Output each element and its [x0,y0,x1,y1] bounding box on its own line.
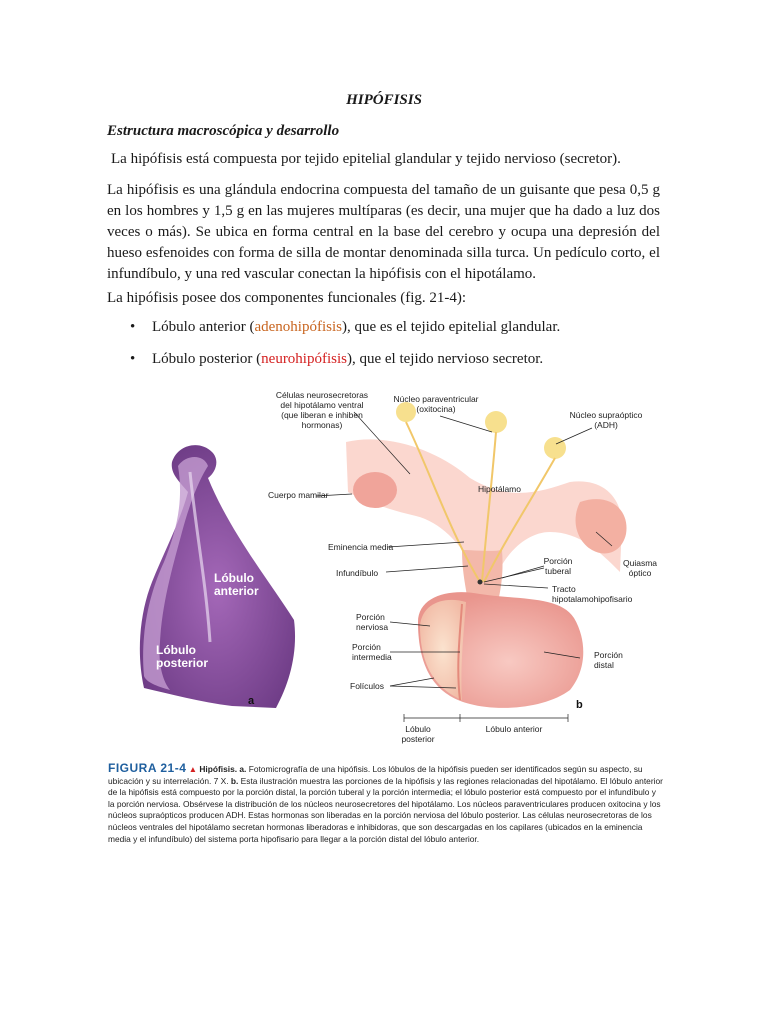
label-lobulo-anterior: Lóbulo anterior [485,724,543,734]
label-eminencia-media: Eminencia media [328,542,394,552]
caption-figure-number: FIGURA 21-4 [108,761,187,775]
bullet-text: Lóbulo posterior (neurohipófisis), que el tejido nervioso secretor. [152,351,544,367]
panel-b-letter: b [576,699,583,711]
label-celulas-neurosecretoras: Células neurosecretoras del hipotálamo ventral (que liberan e inhiben hormonas) [275,390,369,430]
term-neurohipofisis: neurohipófisis [261,351,347,367]
panel-b-illustration [268,390,657,744]
panel-a-micrograph [132,438,298,716]
caption-text-a: Fotomicrografía de una hipófisis. Los lóbulos de la hipófisis pueden ser identificados según su aspecto, su ubicación y su interrelación. 7 X. [108,764,643,786]
label-nucleo-paraventricular: Núcleo paraventricular (oxitocina) [393,394,479,414]
label-infundibulo: Infundíbulo [336,568,379,578]
figure-caption [108,763,664,845]
panel-a-letter: a [248,695,255,707]
cuerpo-mamilar-shape [353,472,397,508]
panel-a-lobulo-posterior: Lóbulo posterior [156,643,209,670]
page-title: HIPÓFISIS [346,92,422,108]
caption-triangle-icon: ▲ [188,764,198,774]
label-nucleo-supraoptico: Núcleo supraóptico (ADH) [569,410,643,430]
label-cuerpo-mamilar: Cuerpo mamilar [268,490,329,500]
label-foliculos: Folículos [350,681,385,691]
label-porcion-distal: Porción distal [594,650,623,670]
caption-text-b: Esta ilustración muestra las porciones de la hipófisis y las regiones relacionadas del hipotálamo. El lóbulo anterior de la hipófisis está compuesto por la porción distal, la porción tuberal y la porción intermedia; el lóbulo posterior está compuesto por el infundíbulo y la porción nerviosa. Obsérvese la distribución de los núcleos neurosecretores del hipotálamo. Los núcleos paraventriculares producen oxitocina y los núcleos supraópticos producen ADH. Estas hormonas son liberadas en la porción nerviosa del lóbulo posterior. Las células neurosecretoras de los núcleos ventrales del hipotálamo secretan hormonas liberadoras e inhibidoras, que son descargadas en los capilares (ubicados en la eminencia media y el infundíbulo) del sistema porta hipofisario para llegar a la porción distal del lóbulo anterior. [108,775,663,844]
label-quiasma-optico: Quiasma óptico [622,558,658,578]
label-porcion-tuberal: Porción tuberal [543,556,573,576]
caption-bold-b: b. [230,775,239,786]
label-hipotalamo: Hipotálamo [478,484,521,494]
bullet-dot: • [130,319,136,335]
term-adenohipofisis: adenohipófisis [254,319,342,335]
label-lobulo-posterior: Lóbulo posterior [401,724,435,744]
label-tracto-hipotalamohipofisario: Tracto hipotalamohipofisario [552,584,633,604]
bullet-dot: • [130,351,136,367]
paragraph-2: La hipófisis es una glándula endocrina compuesta del tamaño de un guisante que pesa 0,5 g en los hombres y 1,5 g en las mujeres multíparas (es decir, una mujer que ha dado a luz dos veces o más). Se ubica en forma central en la base del cerebro y ocupa una depresión del hueso esfenoides con forma de silla de montar denominada silla turca. Un pedículo corto, el infundíbulo, y una red vascular conectan la hipófisis con el hipotálamo. [107,182,660,282]
section-subtitle: Estructura macroscópica y desarrollo [107,123,340,139]
paragraph-1: La hipófisis está compuesta por tejido epitelial glandular y tejido nervioso (secretor). [111,151,621,167]
paragraph-3: La hipófisis posee dos componentes funcionales (fig. 21-4): [107,290,467,306]
label-porcion-intermedia: Porción intermedia [352,642,392,662]
figure-21-4 [100,382,666,750]
bullet-text: Lóbulo anterior (adenohipófisis), que es el tejido epitelial glandular. [152,319,561,335]
label-porcion-nerviosa: Porción nerviosa [356,612,389,632]
panel-a-lobulo-anterior: Lóbulo anterior [214,571,259,598]
caption-bold-a: Hipófisis. a. [199,764,247,774]
